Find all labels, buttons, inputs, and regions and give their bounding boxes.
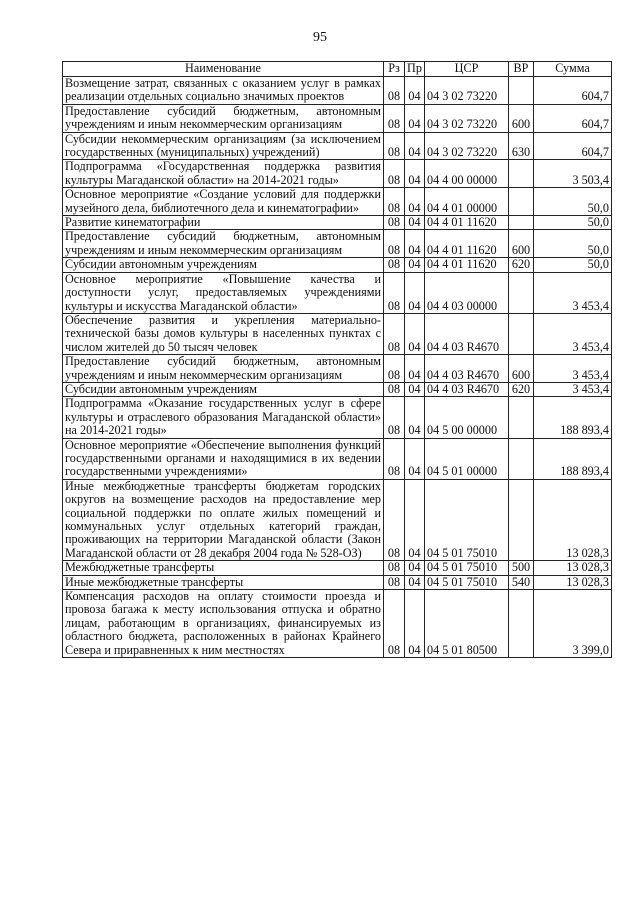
row-name: Предоставление субсидий бюджетным, автономным учреждениям и иным некоммерческим организациям	[63, 104, 384, 132]
row-csr: 04 4 03 00000	[425, 272, 509, 313]
row-vr	[509, 479, 534, 560]
table-body	[63, 77, 612, 658]
row-rz: 08	[384, 479, 405, 560]
row-rz: 08	[384, 397, 405, 438]
row-vr: 620	[509, 382, 534, 396]
row-pr: 04	[405, 230, 425, 258]
row-sum: 13 028,3	[534, 561, 612, 575]
row-rz: 08	[384, 561, 405, 575]
row-sum: 50,0	[534, 230, 612, 258]
row-rz: 08	[384, 230, 405, 258]
row-sum: 50,0	[534, 188, 612, 216]
table-row	[63, 77, 612, 105]
table-row	[63, 479, 612, 560]
header-sum: Сумма	[534, 62, 612, 77]
table-row	[63, 561, 612, 575]
row-pr: 04	[405, 216, 425, 230]
row-pr: 04	[405, 313, 425, 354]
table-row	[63, 397, 612, 438]
row-pr: 04	[405, 397, 425, 438]
header-csr: ЦСР	[425, 62, 509, 77]
table-row	[63, 188, 612, 216]
row-vr	[509, 77, 534, 105]
row-rz: 08	[384, 132, 405, 160]
row-rz: 08	[384, 188, 405, 216]
row-pr: 04	[405, 104, 425, 132]
row-rz: 08	[384, 216, 405, 230]
row-vr: 630	[509, 132, 534, 160]
row-csr: 04 3 02 73220	[425, 132, 509, 160]
row-csr: 04 4 01 11620	[425, 258, 509, 272]
row-pr: 04	[405, 77, 425, 105]
row-pr: 04	[405, 382, 425, 396]
row-name: Обеспечение развития и укрепления материально-технической базы домов культуры в населенных пунктах с числом жителей до 50 тысяч человек	[63, 313, 384, 354]
page-number: 95	[313, 30, 327, 45]
row-csr: 04 3 02 73220	[425, 77, 509, 105]
row-pr: 04	[405, 438, 425, 479]
row-vr: 540	[509, 575, 534, 589]
row-rz: 08	[384, 77, 405, 105]
table-row	[63, 216, 612, 230]
row-rz: 08	[384, 575, 405, 589]
row-name: Подпрограмма «Оказание государственных услуг в сфере культуры и отраслевого образования Магаданской области» на 2014-2021 годы»	[63, 397, 384, 438]
row-sum: 3 453,4	[534, 355, 612, 383]
row-sum: 188 893,4	[534, 438, 612, 479]
table-row	[63, 132, 612, 160]
row-rz: 08	[384, 160, 405, 188]
row-sum: 13 028,3	[534, 479, 612, 560]
row-pr: 04	[405, 355, 425, 383]
table-row	[63, 355, 612, 383]
row-csr: 04 4 03 R4670	[425, 313, 509, 354]
header-vr: ВР	[509, 62, 534, 77]
row-name: Субсидии автономным учреждениям	[63, 258, 384, 272]
table-row	[63, 160, 612, 188]
row-name: Субсидии некоммерческим организациям (за исключением государственных (муниципальных) учреждений)	[63, 132, 384, 160]
table-row	[63, 258, 612, 272]
row-sum: 3 453,4	[534, 313, 612, 354]
header-name: Наименование	[63, 62, 384, 77]
row-name: Основное мероприятие «Обеспечение выполнения функций государственными органами и находящимися в их ведении государственными учреждениями»	[63, 438, 384, 479]
row-sum: 604,7	[534, 77, 612, 105]
row-vr: 500	[509, 561, 534, 575]
row-rz: 08	[384, 355, 405, 383]
row-csr: 04 4 03 R4670	[425, 382, 509, 396]
row-vr	[509, 160, 534, 188]
row-vr	[509, 216, 534, 230]
row-name: Иные межбюджетные трансферты	[63, 575, 384, 589]
row-name: Предоставление субсидий бюджетным, автономным учреждениям и иным некоммерческим организациям	[63, 355, 384, 383]
row-vr	[509, 397, 534, 438]
row-name: Основное мероприятие «Повышение качества и доступности услуг, предоставляемых учреждениями культуры и искусства Магаданской области»	[63, 272, 384, 313]
header-pr: Пр	[405, 62, 425, 77]
row-sum: 50,0	[534, 216, 612, 230]
row-name: Подпрограмма «Государственная поддержка развития культуры Магаданской области» на 2014-2021 годы»	[63, 160, 384, 188]
row-csr: 04 5 01 75010	[425, 479, 509, 560]
table-row	[63, 438, 612, 479]
row-csr: 04 5 00 00000	[425, 397, 509, 438]
row-vr: 620	[509, 258, 534, 272]
row-vr	[509, 272, 534, 313]
row-sum: 188 893,4	[534, 397, 612, 438]
table-row	[63, 382, 612, 396]
table-row	[63, 230, 612, 258]
row-pr: 04	[405, 258, 425, 272]
row-pr: 04	[405, 160, 425, 188]
budget-table	[62, 61, 612, 658]
row-rz: 08	[384, 313, 405, 354]
row-name: Иные межбюджетные трансферты бюджетам городских округов на возмещение расходов на предоставление мер социальной поддержки по оплате жилых помещений и коммунальных услуг отдельных категорий граждан, проживающих на территории Магаданской области (Закон Магаданской области от 28 декабря 2004 года № 528-ОЗ)	[63, 479, 384, 560]
row-sum: 13 028,3	[534, 575, 612, 589]
row-csr: 04 4 03 R4670	[425, 355, 509, 383]
row-csr: 04 5 01 75010	[425, 561, 509, 575]
row-rz: 08	[384, 272, 405, 313]
row-vr	[509, 590, 534, 658]
row-pr: 04	[405, 272, 425, 313]
table-row	[63, 104, 612, 132]
row-vr	[509, 313, 534, 354]
row-name: Предоставление субсидий бюджетным, автономным учреждениям и иным некоммерческим организациям	[63, 230, 384, 258]
row-sum: 604,7	[534, 104, 612, 132]
table-row	[63, 272, 612, 313]
row-csr: 04 5 01 80500	[425, 590, 509, 658]
row-sum: 3 399,0	[534, 590, 612, 658]
row-vr	[509, 438, 534, 479]
row-name: Основное мероприятие «Создание условий для поддержки музейного дела, библиотечного дела и кинематографии»	[63, 188, 384, 216]
table-row	[63, 313, 612, 354]
table-row	[63, 575, 612, 589]
row-rz: 08	[384, 382, 405, 396]
row-csr: 04 4 01 11620	[425, 216, 509, 230]
row-csr: 04 3 02 73220	[425, 104, 509, 132]
row-pr: 04	[405, 561, 425, 575]
table-row	[63, 590, 612, 658]
header-rz: Рз	[384, 62, 405, 77]
row-rz: 08	[384, 438, 405, 479]
row-sum: 604,7	[534, 132, 612, 160]
row-vr: 600	[509, 230, 534, 258]
row-csr: 04 4 01 11620	[425, 230, 509, 258]
row-vr: 600	[509, 104, 534, 132]
row-csr: 04 4 00 00000	[425, 160, 509, 188]
row-pr: 04	[405, 188, 425, 216]
row-rz: 08	[384, 258, 405, 272]
row-name: Возмещение затрат, связанных с оказанием услуг в рамках реализации отдельных социально значимых проектов	[63, 77, 384, 105]
row-sum: 50,0	[534, 258, 612, 272]
row-rz: 08	[384, 104, 405, 132]
row-sum: 3 503,4	[534, 160, 612, 188]
row-rz: 08	[384, 590, 405, 658]
row-pr: 04	[405, 590, 425, 658]
row-pr: 04	[405, 575, 425, 589]
row-vr: 600	[509, 355, 534, 383]
row-vr	[509, 188, 534, 216]
row-pr: 04	[405, 479, 425, 560]
row-csr: 04 5 01 75010	[425, 575, 509, 589]
table-header-row	[63, 62, 612, 77]
row-name: Компенсация расходов на оплату стоимости проезда и провоза багажа к месту использования отпуска и обратно лицам, работающим в организациях, финансируемых из областного бюджета, расположенных в районах Крайнего Севера и приравненных к ним местностях	[63, 590, 384, 658]
row-name: Развитие кинематографии	[63, 216, 384, 230]
row-csr: 04 5 01 00000	[425, 438, 509, 479]
row-sum: 3 453,4	[534, 272, 612, 313]
row-pr: 04	[405, 132, 425, 160]
row-name: Субсидии автономным учреждениям	[63, 382, 384, 396]
row-sum: 3 453,4	[534, 382, 612, 396]
row-name: Межбюджетные трансферты	[63, 561, 384, 575]
row-csr: 04 4 01 00000	[425, 188, 509, 216]
